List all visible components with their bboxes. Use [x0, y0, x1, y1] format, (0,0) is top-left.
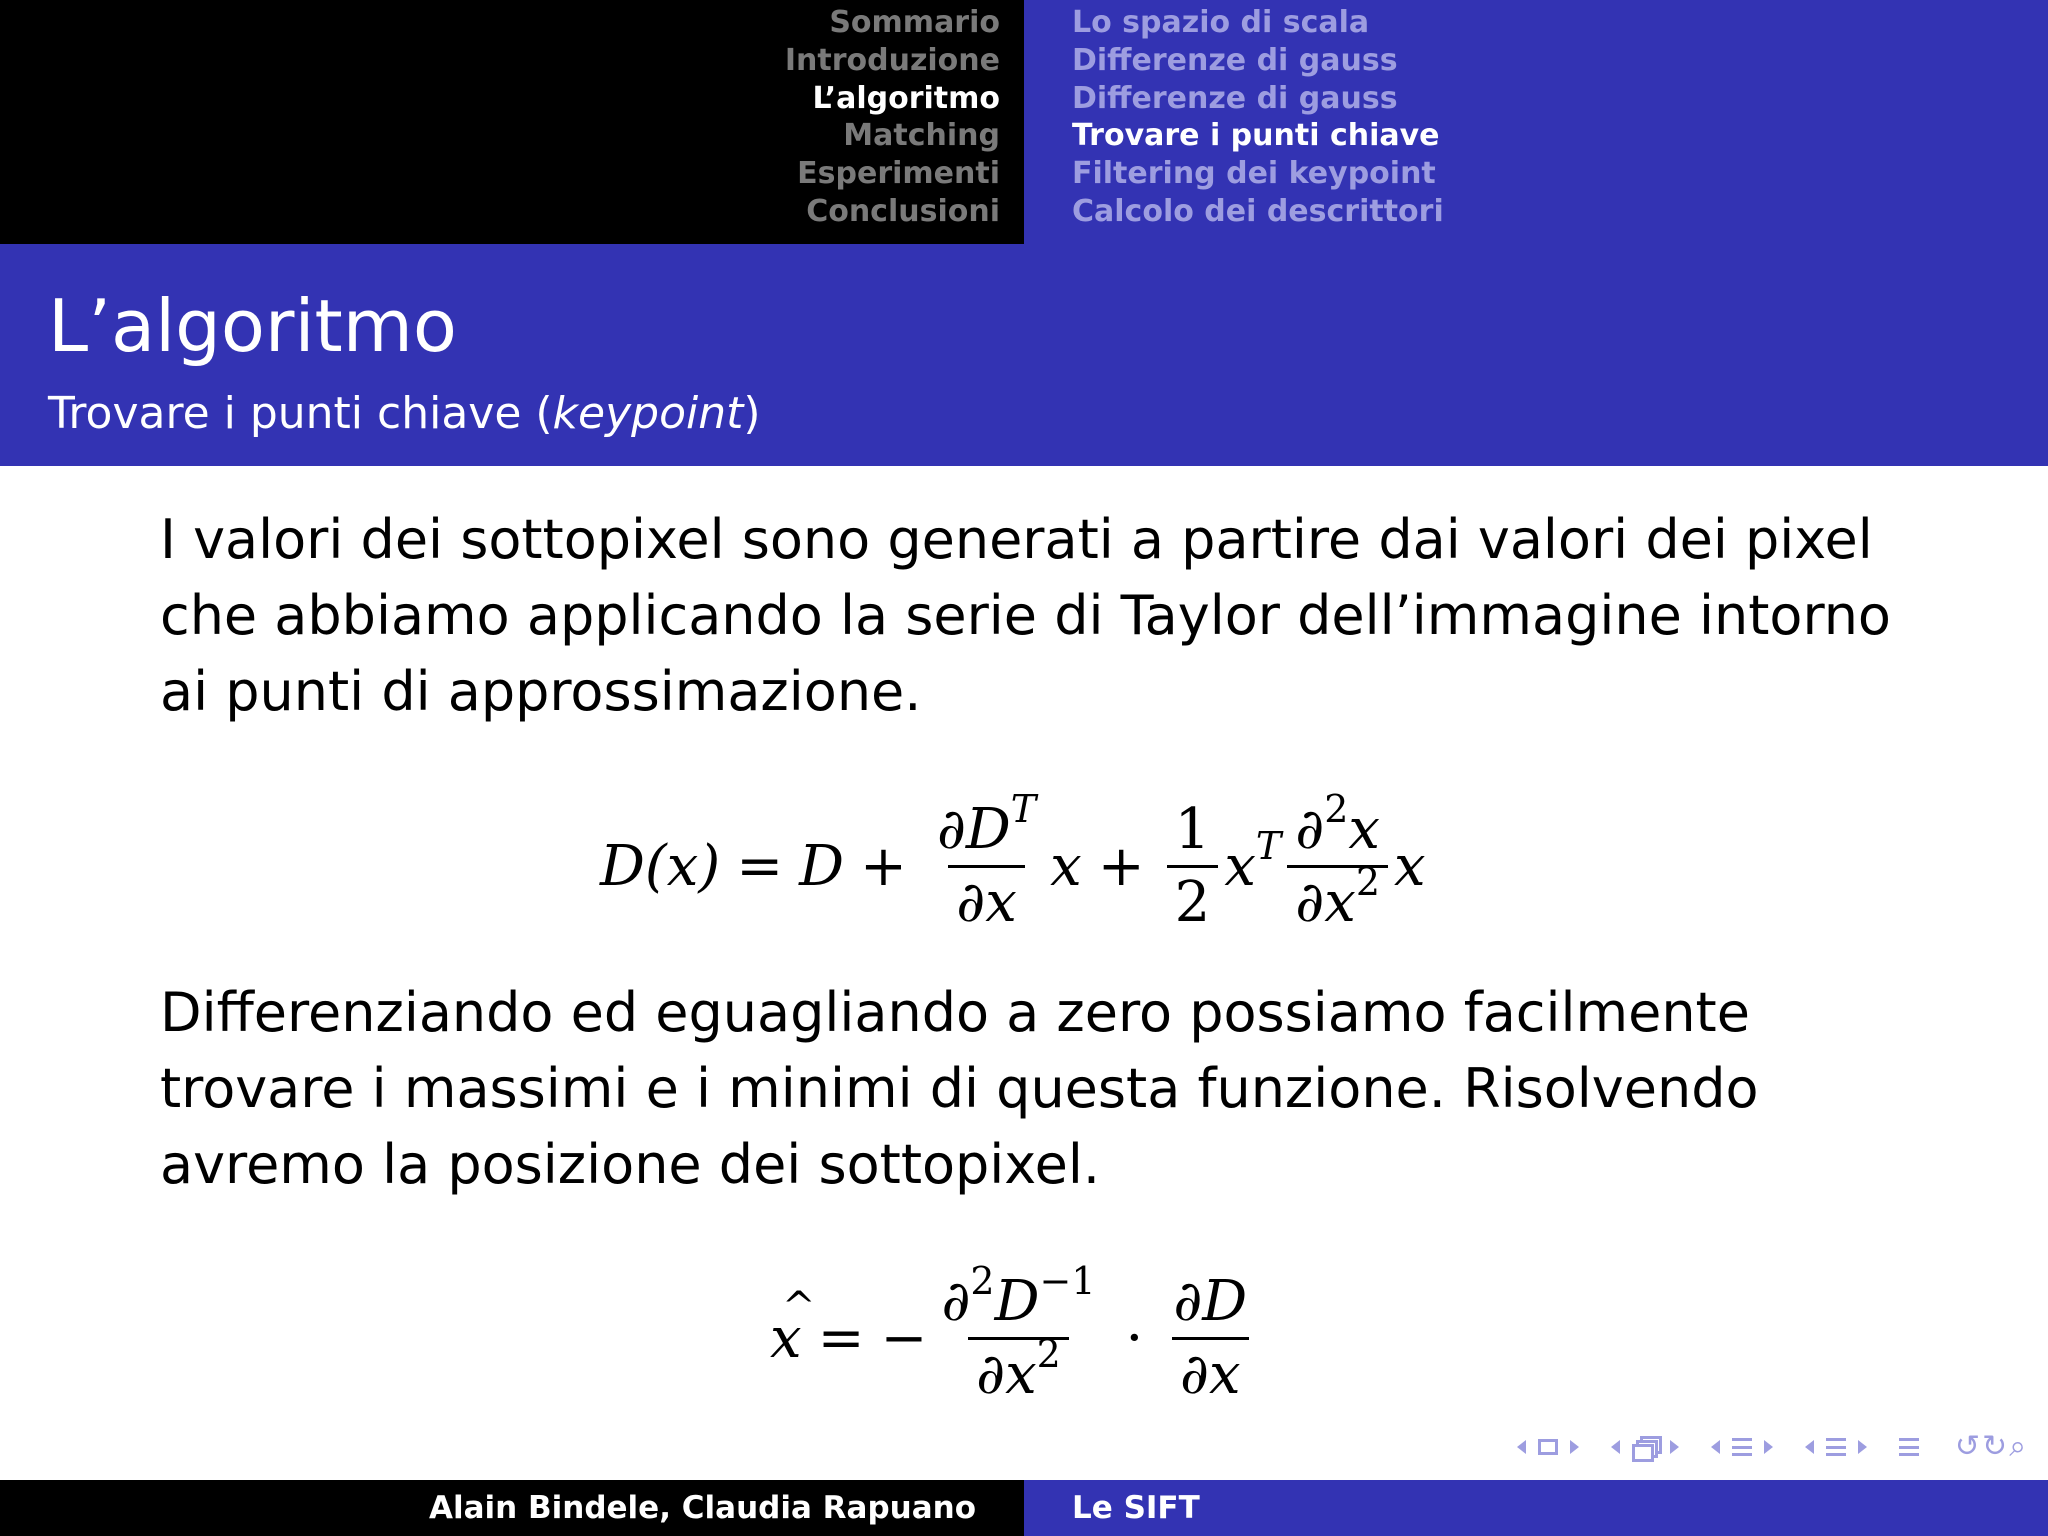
nav-document-prev-icon[interactable]: [1805, 1440, 1814, 1454]
footer-authors-panel: [0, 1480, 1024, 1536]
nav-frame-next-icon[interactable]: [1570, 1440, 1579, 1454]
eq1-equals: =: [736, 833, 784, 899]
eq2-frac2-denominator: ∂x: [1172, 1337, 1249, 1406]
eq1-half-denominator: 2: [1167, 865, 1219, 934]
nav-subsection-differenze-gauss-2[interactable]: Differenze di gauss: [1072, 80, 1398, 116]
eq2-fraction-hessian-inverse: [933, 1258, 1103, 1407]
eq1-term-d: D: [799, 833, 845, 899]
eq2-frac1-numerator: $\partial^2D^{-1}$: [941, 1258, 1096, 1334]
body-paragraph-2: Differenziando ed eguagliando a zero possiamo facilmente trovare i massimi e i minimi di questa funzione. Risolvendo avremo la posizione dei sottopixel.: [160, 981, 1759, 1196]
nav-section-icon[interactable]: [1705, 1438, 1779, 1456]
nav-subsection-icon[interactable]: [1605, 1436, 1685, 1458]
eq1-x-1: x: [1050, 833, 1082, 899]
appendix-lines-icon: [1899, 1438, 1919, 1456]
nav-subsection-differenze-gauss-1[interactable]: Differenze di gauss: [1072, 42, 1398, 78]
nav-appendix-icon[interactable]: [1893, 1438, 1925, 1456]
nav-section-sommario[interactable]: Sommario: [829, 5, 1000, 40]
eq1-frac2-numerator: ∂$^2$x: [1295, 786, 1381, 862]
eq2-frac1-denominator: $\partial x^2$: [968, 1337, 1069, 1406]
nav-subsection-prev-icon[interactable]: [1611, 1440, 1620, 1454]
eq2-equals: =: [817, 1305, 865, 1371]
eq1-x-2: x: [1394, 833, 1426, 899]
eq2-lhs-xhat: ^ x: [770, 1306, 802, 1371]
nav-subsection-punti-chiave[interactable]: Trovare i punti chiave: [1072, 118, 1440, 154]
nav-frame-icon[interactable]: [1511, 1439, 1585, 1455]
document-lines-icon: [1826, 1438, 1846, 1456]
eq2-dot: ·: [1125, 1305, 1144, 1371]
eq1-frac2-denominator: $\partial x^2$: [1287, 865, 1388, 934]
subsection-nav: [1072, 4, 1444, 231]
eq1-fraction-half: [1167, 796, 1219, 935]
eq1-frac1-numerator: $\partial D^T$: [936, 786, 1037, 862]
eq2-minus: −: [880, 1305, 928, 1371]
taylor-equation: [600, 786, 1426, 946]
eq1-fraction-gradient: [929, 786, 1044, 935]
nav-document-next-icon[interactable]: [1858, 1440, 1867, 1454]
nav-section-next-icon[interactable]: [1764, 1440, 1773, 1454]
nav-search-icon[interactable]: ↺↻⌕: [1954, 1429, 2028, 1464]
nav-frame-prev-icon[interactable]: [1517, 1440, 1526, 1454]
subpixel-solution-equation: [770, 1258, 1261, 1418]
footer-title-panel: [1024, 1480, 2048, 1536]
frame-title: L’algoritmo: [48, 284, 457, 368]
frame-subtitle: [48, 384, 761, 444]
section-nav: [785, 4, 1000, 231]
frame-icon: [1538, 1439, 1558, 1455]
eq1-x-transpose: $x^T$: [1224, 823, 1282, 899]
frame-title-bar: [0, 244, 2048, 466]
eq1-plus-2: +: [1097, 833, 1145, 899]
nav-section-algoritmo[interactable]: L’algoritmo: [812, 80, 1000, 116]
eq2-fraction-gradient: [1165, 1268, 1255, 1407]
nav-subsection-spazio-scala[interactable]: Lo spazio di scala: [1072, 5, 1370, 40]
subsection-frames-icon: [1632, 1436, 1658, 1458]
body-paragraph-1: I valori dei sottopixel sono generati a partire dai valori dei pixel che abbiamo applicando la serie di Taylor dell’immagine intorno ai punti di approssimazione.: [160, 508, 1891, 723]
eq1-half-numerator: 1: [1174, 796, 1211, 862]
nav-section-conclusioni[interactable]: Conclusioni: [806, 193, 1000, 229]
subtitle-suffix: ): [743, 388, 761, 439]
nav-section-prev-icon[interactable]: [1711, 1440, 1720, 1454]
nav-subsection-next-icon[interactable]: [1670, 1440, 1679, 1454]
beamer-navigation-symbols: [1491, 1429, 2028, 1464]
nav-section-esperimenti[interactable]: Esperimenti: [797, 156, 1000, 192]
eq2-frac2-numerator: ∂D: [1173, 1268, 1248, 1334]
nav-subsection-filtering[interactable]: Filtering dei keypoint: [1072, 156, 1436, 192]
eq1-plus-1: +: [860, 833, 907, 899]
footer-authors: Alain Bindele, Claudia Rapuano: [428, 1490, 976, 1526]
eq1-frac1-denominator: ∂x: [948, 865, 1025, 934]
nav-section-introduzione[interactable]: Introduzione: [784, 42, 1000, 78]
nav-subsection-descrittori[interactable]: Calcolo dei descrittori: [1072, 193, 1444, 229]
eq1-lhs: D(x): [600, 833, 721, 899]
header-subsections-panel: [1024, 0, 2048, 244]
section-lines-icon: [1732, 1438, 1752, 1456]
subtitle-emphasis: keypoint: [552, 388, 744, 439]
subtitle-prefix: Trovare i punti chiave (: [48, 388, 553, 439]
eq1-fraction-hessian: [1287, 786, 1388, 935]
header-sections-panel: [0, 0, 1024, 244]
nav-section-matching[interactable]: Matching: [843, 118, 1000, 154]
footer-short-title: Le SIFT: [1072, 1490, 1200, 1526]
nav-document-icon[interactable]: [1799, 1438, 1873, 1456]
